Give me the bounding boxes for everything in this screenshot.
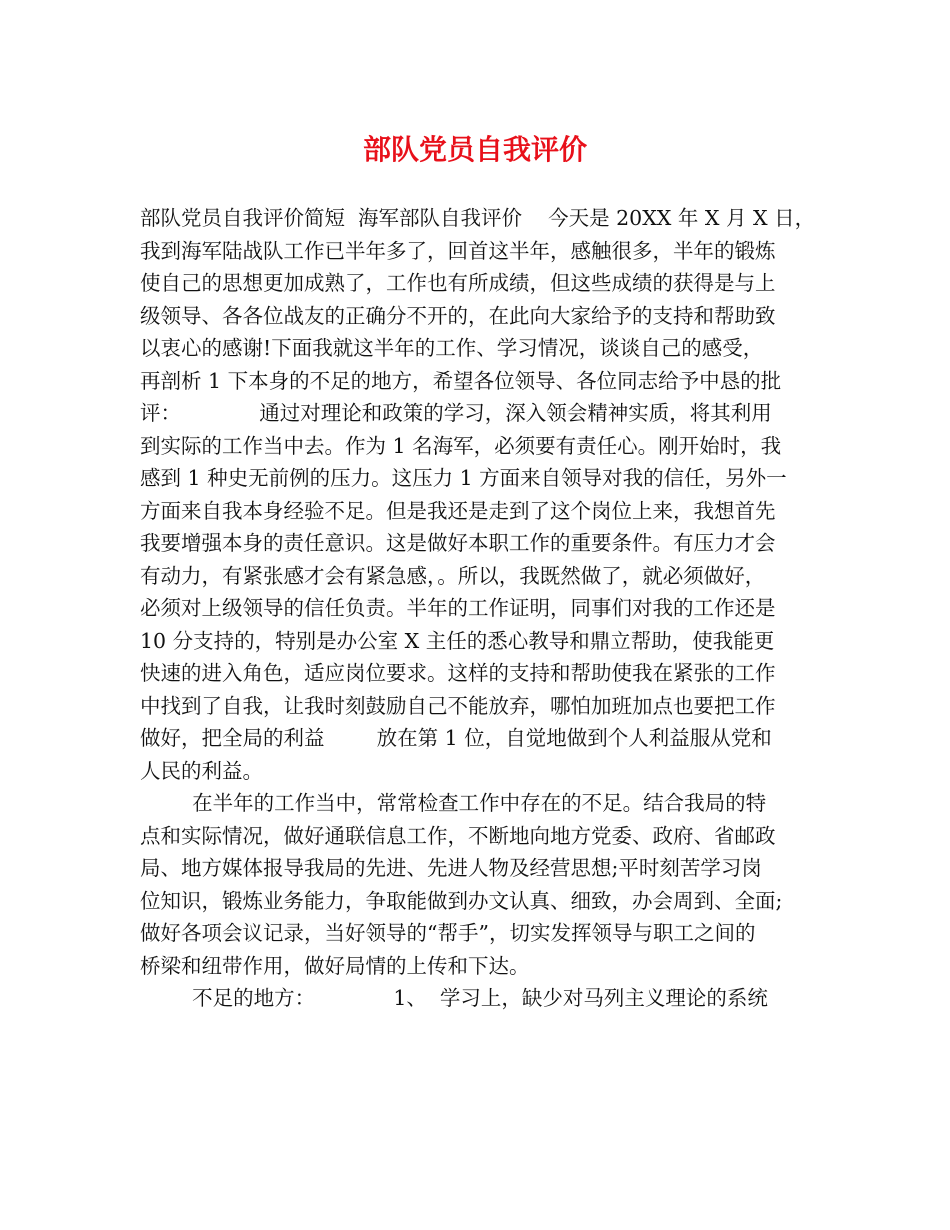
text-line: 不足的地方： 1、 学习上，缺少对马列主义理论的系统: [140, 986, 768, 1010]
text-line: 使自己的思想更加成熟了，工作也有所成绩，但这些成绩的获得是与上: [140, 271, 776, 295]
text-line: 10 分支持的，特别是办公室 X 主任的悉心教导和鼎立帮助，使我能更: [140, 628, 775, 653]
text-line: 快速的进入角色，适应岗位要求。这样的支持和帮助使我在紧张的工作: [140, 661, 776, 685]
text-line: 再剖析 1 下本身的不足的地方，希望各位领导、各位同志给予中恳的批: [140, 368, 782, 393]
document-title: 部队党员自我评价: [362, 133, 587, 166]
text-line: 我到海军陆战队工作已半年多了，回首这半年，感触很多，半年的锻炼: [140, 238, 776, 263]
text-line: 评： 通过对理论和政策的学习，深入领会精神实质，将其利用: [140, 401, 772, 425]
document-body: [140, 202, 820, 1015]
text-line: 级领导、各各位战友的正确分不开的，在此向大家给予的支持和帮助致: [140, 303, 776, 328]
text-line: 位知识，锻炼业务能力，争取能做到办文认真、细致，办会周到、全面;: [140, 888, 783, 913]
text-line: 中找到了自我，让我时刻鼓励自己不能放弃，哪怕加班加点也要把工作: [140, 693, 776, 718]
text-line: 我要增强本身的责任意识。这是做好本职工作的重要条件。有压力才会: [140, 531, 776, 555]
text-line: 感到 1 种史无前例的压力。这压力 1 方面来自领导对我的信任，另外一: [140, 466, 787, 490]
text-line: 局、地方媒体报导我局的先进、先进人物及经营思想;平时刻苦学习岗: [140, 856, 762, 880]
text-line: 部队党员自我评价简短 海军部队自我评价 今天是 20XX 年 X 月 X 日，: [140, 206, 816, 230]
text-line: 必须对上级领导的信任负责。半年的工作证明，同事们对我的工作还是: [140, 596, 776, 620]
text-line: 点和实际情况，做好通联信息工作，不断地向地方党委、政府、省邮政: [140, 823, 776, 848]
text-line: 人民的利益。: [140, 758, 263, 783]
text-line: 做好，把全局的利益 放在第 1 位，自觉地做到个人利益服从党和: [140, 726, 772, 750]
text-line: 在半年的工作当中，常常检查工作中存在的不足。结合我局的特: [140, 791, 767, 815]
text-line: 桥梁和纽带作用，做好局情的上传和下达。: [140, 953, 530, 978]
text-line: 以衷心的感谢!下面我就这半年的工作、学习情况，谈谈自己的感受，: [140, 336, 764, 360]
text-line: 做好各项会议记录，当好领导的“帮手”，切实发挥领导与职工之间的: [140, 921, 756, 945]
text-line: 有动力，有紧张感才会有紧急感，。所以，我既然做了，就必须做好，: [140, 563, 766, 588]
text-line: 方面来自我本身经验不足。但是我还是走到了这个岗位上来，我想首先: [140, 498, 776, 523]
text-line: 到实际的工作当中去。作为 1 名海军，必须要有责任心。刚开始时，我: [140, 433, 782, 458]
